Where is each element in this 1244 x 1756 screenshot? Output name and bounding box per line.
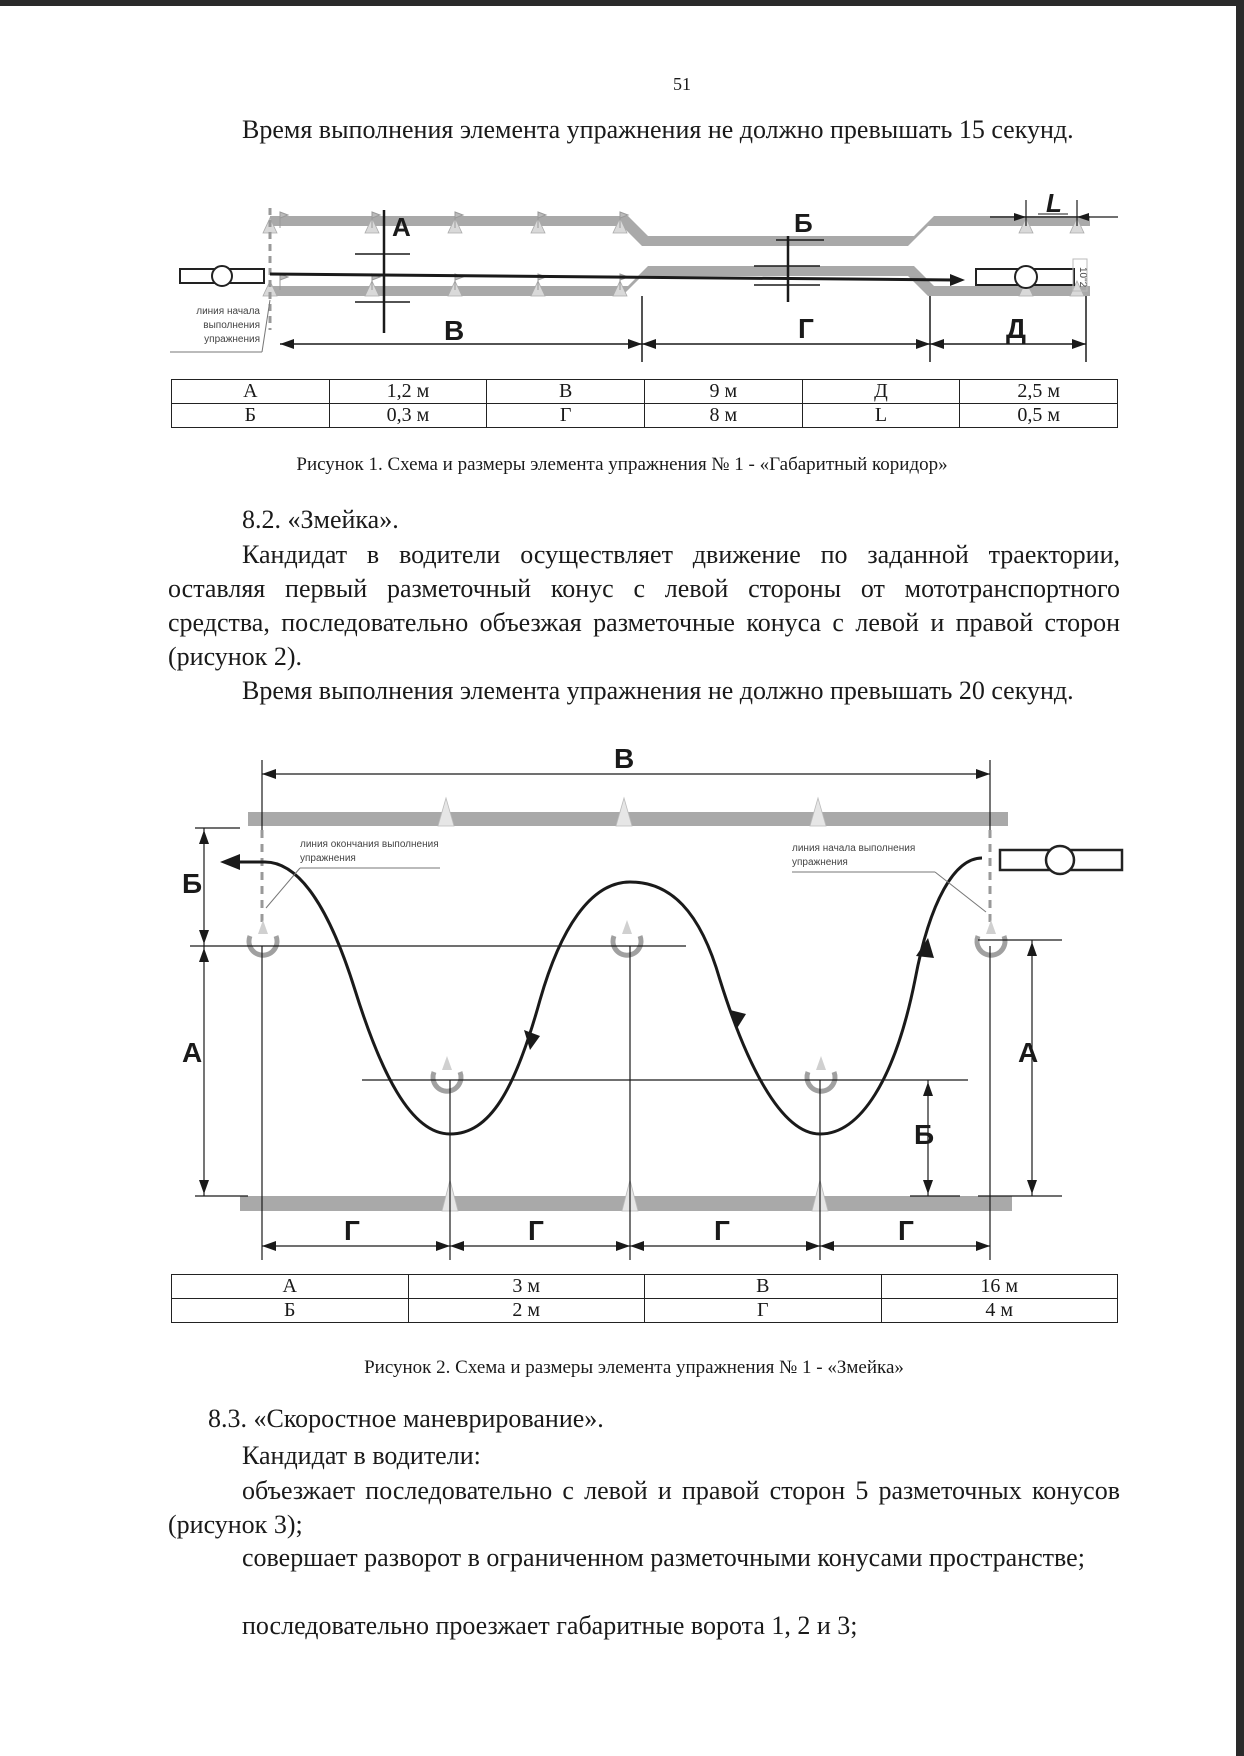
- label-G1-fig2: Г: [344, 1215, 360, 1246]
- label-A-fig1: А: [392, 212, 411, 242]
- table-row: А 3 м В 16 м: [172, 1275, 1118, 1299]
- figure2-caption: Рисунок 2. Схема и размеры элемента упражнения № 1 - «Змейка»: [364, 1357, 904, 1378]
- snake-motorcycle-icon: [1000, 846, 1122, 874]
- paragraph-time-limit-15: Время выполнения элемента упражнения не должно превышать 15 секунд.: [242, 115, 1074, 144]
- label-B-right-fig2: Б: [914, 1119, 935, 1150]
- label-G4-fig2: Г: [898, 1215, 914, 1246]
- paragraph-candidate-intro: Кандидат в водители:: [242, 1441, 481, 1470]
- corridor-start-note: линия начала выполнения упражнения: [196, 306, 260, 345]
- table-row: Б 2 м Г 4 м: [172, 1299, 1118, 1323]
- label-A-right-fig2: А: [1018, 1037, 1039, 1068]
- corridor-side-marker: 10"2: [1077, 267, 1088, 288]
- figure1-caption: Рисунок 1. Схема и размеры элемента упражнения № 1 - «Габаритный коридор»: [296, 454, 948, 475]
- label-D-fig1: Д: [1006, 313, 1026, 344]
- label-L-fig1: L: [1046, 188, 1062, 218]
- label-G2-fig2: Г: [528, 1215, 544, 1246]
- label-V-fig1: В: [444, 315, 465, 346]
- snake-end-note: линия окончания выполнения упражнения: [300, 839, 439, 864]
- snake-strip-cones: [438, 798, 828, 1211]
- label-B-left-fig2: Б: [182, 868, 203, 899]
- label-V-fig2: В: [614, 743, 635, 774]
- paragraph-time-limit-20: Время выполнения элемента упражнения не должно превышать 20 секунд.: [242, 676, 1074, 705]
- paragraph-cones-slalom: объезжает последовательно с левой и правой сторон 5 разметочных конусов (рисунок 3);: [168, 1476, 1120, 1539]
- corridor-bottom-strip: [270, 266, 1090, 296]
- snake-cone-tips: [258, 920, 996, 1070]
- paragraph-zmeyka-description: Кандидат в водители осуществляет движение по заданной траектории, оставляя первый разметочный конус с левой стороны от мототранспортного средства, последовательно объезжая разметочные конуса с левой и правой сторон (рисунок 2).: [168, 540, 1120, 671]
- paragraph-u-turn: совершает разворот в ограниченном разметочными конусами пространстве;: [242, 1543, 1085, 1572]
- paragraph-gates: последовательно проезжает габаритные ворота 1, 2 и 3;: [242, 1611, 858, 1640]
- label-G-fig1: Г: [798, 313, 814, 344]
- figure1-corridor-diagram: [0, 0, 1244, 380]
- table-row: Б 0,3 м Г 8 м L 0,5 м: [172, 404, 1118, 428]
- section-8-3-title: 8.3. «Скоростное маневрирование».: [208, 1404, 604, 1433]
- motorcycle-start-icon: [180, 266, 264, 286]
- figure2-snake-diagram: [0, 740, 1244, 1260]
- snake-trajectory: [238, 858, 982, 1134]
- figure2-dimensions-table: [171, 1274, 1118, 1323]
- label-B-fig1: Б: [794, 208, 813, 238]
- figure1-dimensions-table: [171, 379, 1118, 428]
- label-G3-fig2: Г: [714, 1215, 730, 1246]
- label-A-left-fig2: А: [182, 1037, 203, 1068]
- section-8-2-title: 8.2. «Змейка».: [242, 505, 399, 534]
- snake-start-note: линия начала выполнения упражнения: [792, 843, 916, 868]
- page-number: 51: [673, 74, 691, 94]
- motorcycle-end-icon: [976, 266, 1074, 288]
- table-row: А 1,2 м В 9 м Д 2,5 м: [172, 380, 1118, 404]
